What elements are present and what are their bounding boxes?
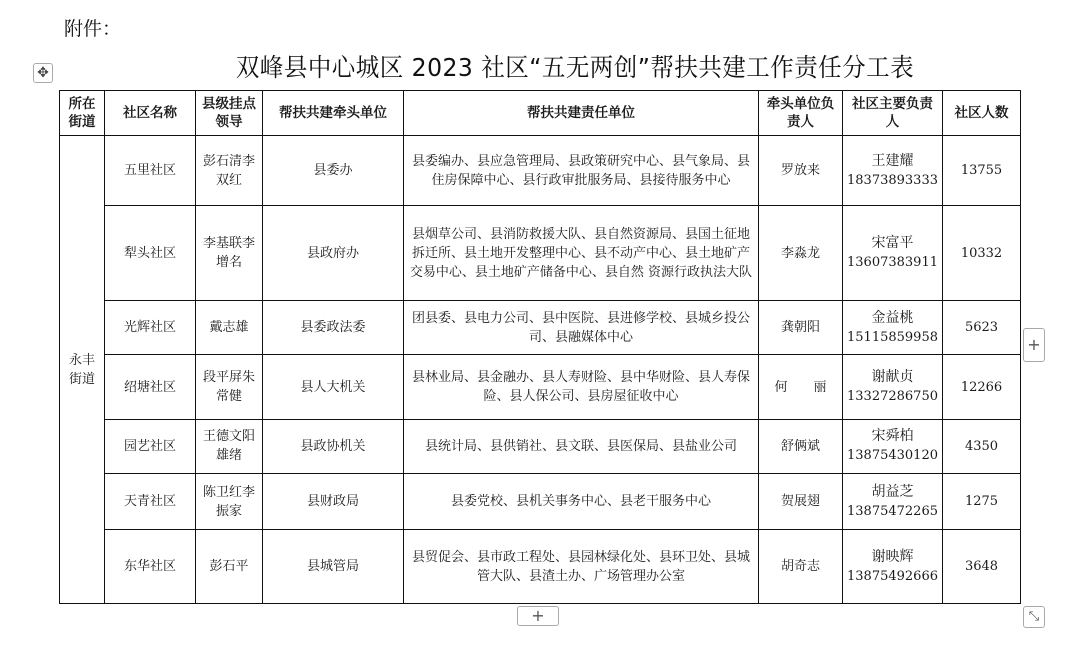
population-cell[interactable]: 1275 <box>943 474 1021 530</box>
table-row <box>60 355 1021 419</box>
population-cell[interactable]: 4350 <box>943 419 1021 473</box>
responsible-units-cell[interactable]: 县烟草公司、县消防救援大队、县自然资源局、县国土征地拆迁所、县土地开发整理中心、县不动产中心、县土地矿产交易中心、县土地矿产储备中心、县自然 资源行政执法大队 <box>404 206 759 301</box>
community-cell[interactable]: 天青社区 <box>105 474 196 530</box>
header-lead-unit: 帮扶共建牵头单位 <box>263 91 404 136</box>
add-column-plus-icon[interactable]: + <box>1023 328 1045 362</box>
lead-unit-cell[interactable]: 县人大机关 <box>263 355 404 419</box>
lead-person-cell[interactable]: 李淼龙 <box>759 206 843 301</box>
lead-person-cell[interactable]: 罗放来 <box>759 136 843 206</box>
header-community: 社区名称 <box>105 91 196 136</box>
head-phone: 13327286750 <box>847 389 938 405</box>
head-name: 宋舜柏 <box>871 428 914 445</box>
community-cell[interactable]: 五里社区 <box>105 136 196 206</box>
table-row <box>60 301 1021 355</box>
street-cell[interactable] <box>60 136 105 604</box>
head-name: 宋富平 <box>871 235 914 252</box>
leader-cell[interactable]: 彭石平 <box>196 530 263 604</box>
lead-person-cell[interactable]: 胡奇志 <box>759 530 843 604</box>
community-head-cell[interactable] <box>843 530 943 604</box>
lead-person-cell[interactable]: 龚朝阳 <box>759 301 843 355</box>
head-phone: 13607383911 <box>847 255 938 271</box>
head-phone: 13875492666 <box>847 568 938 584</box>
header-community-head: 社区主要负责人 <box>843 91 943 136</box>
lead-unit-cell[interactable]: 县城管局 <box>263 530 404 604</box>
head-name: 谢献贞 <box>871 369 914 386</box>
lead-unit-cell[interactable]: 县委政法委 <box>263 301 404 355</box>
header-responsible-units: 帮扶共建责任单位 <box>404 91 759 136</box>
head-name: 胡益芝 <box>871 483 914 500</box>
population-cell[interactable]: 3648 <box>943 530 1021 604</box>
community-cell[interactable]: 犁头社区 <box>105 206 196 301</box>
table-row <box>60 474 1021 530</box>
responsible-units-cell[interactable]: 县统计局、县供销社、县文联、县医保局、县盐业公司 <box>404 419 759 473</box>
community-head-cell[interactable] <box>843 301 943 355</box>
head-phone: 13875430120 <box>847 448 938 464</box>
lead-person-cell[interactable]: 贺展翅 <box>759 474 843 530</box>
population-cell[interactable]: 12266 <box>943 355 1021 419</box>
population-cell[interactable]: 13755 <box>943 136 1021 206</box>
community-head-cell[interactable] <box>843 206 943 301</box>
lead-unit-cell[interactable]: 县政协机关 <box>263 419 404 473</box>
community-head-cell[interactable] <box>843 474 943 530</box>
lead-unit-cell[interactable]: 县财政局 <box>263 474 404 530</box>
population-cell[interactable]: 10332 <box>943 206 1021 301</box>
community-head-cell[interactable] <box>843 355 943 419</box>
responsible-units-cell[interactable]: 团县委、县电力公司、县中医院、县进修学校、县城乡投公司、县融媒体中心 <box>404 301 759 355</box>
attachment-label: 附件： <box>64 18 122 40</box>
table-row <box>60 419 1021 473</box>
leader-cell[interactable]: 彭石清李双红 <box>196 136 263 206</box>
head-phone: 18373893333 <box>847 172 938 188</box>
lead-unit-cell[interactable]: 县政府办 <box>263 206 404 301</box>
responsible-units-cell[interactable]: 县林业局、县金融办、县人寿财险、县中华财险、县人寿保险、县人保公司、县房屋征收中心 <box>404 355 759 419</box>
header-row <box>60 91 1021 136</box>
table-row <box>60 206 1021 301</box>
resize-icon[interactable]: ⤡ <box>1023 606 1045 628</box>
responsibility-table <box>59 90 1021 604</box>
street-name: 永丰街道 <box>68 352 95 387</box>
responsible-units-cell[interactable]: 县贸促会、县市政工程处、县园林绿化处、县环卫处、县城管大队、县渣土办、广场管理办公室 <box>404 530 759 604</box>
community-head-cell[interactable] <box>843 419 943 473</box>
lead-person-cell[interactable]: 何 丽 <box>759 355 843 419</box>
table-row <box>60 530 1021 604</box>
community-cell[interactable]: 园艺社区 <box>105 419 196 473</box>
community-head-cell[interactable] <box>843 136 943 206</box>
head-phone: 13875472265 <box>847 503 938 519</box>
community-cell[interactable]: 东华社区 <box>105 530 196 604</box>
head-name: 金益桃 <box>871 309 914 326</box>
header-street: 所在街道 <box>60 91 105 136</box>
leader-cell[interactable]: 王德文阳雄绪 <box>196 419 263 473</box>
document-title: 双峰县中心城区 2023 社区“五无两创”帮扶共建工作责任分工表 <box>235 53 915 82</box>
move-icon[interactable]: ✥ <box>33 63 53 83</box>
leader-cell[interactable]: 戴志雄 <box>196 301 263 355</box>
population-cell[interactable]: 5623 <box>943 301 1021 355</box>
responsible-units-cell[interactable]: 县委编办、县应急管理局、县政策研究中心、县气象局、县住房保障中心、县行政审批服务局、县接待服务中心 <box>404 136 759 206</box>
responsible-units-cell[interactable]: 县委党校、县机关事务中心、县老干服务中心 <box>404 474 759 530</box>
head-name: 谢映辉 <box>871 548 914 565</box>
leader-cell[interactable]: 段平屏朱常健 <box>196 355 263 419</box>
leader-cell[interactable]: 李基联李增名 <box>196 206 263 301</box>
header-population: 社区人数 <box>943 91 1021 136</box>
community-cell[interactable]: 光辉社区 <box>105 301 196 355</box>
lead-unit-cell[interactable]: 县委办 <box>263 136 404 206</box>
community-cell[interactable]: 绍塘社区 <box>105 355 196 419</box>
add-row-plus-icon[interactable]: + <box>517 606 559 626</box>
header-leader: 县级挂点领导 <box>196 91 263 136</box>
lead-person-cell[interactable]: 舒俩斌 <box>759 419 843 473</box>
head-phone: 15115859958 <box>847 329 938 345</box>
table-row <box>60 136 1021 206</box>
head-name: 王建耀 <box>871 152 914 169</box>
header-lead-person: 牵头单位负责人 <box>759 91 843 136</box>
leader-cell[interactable]: 陈卫红李振家 <box>196 474 263 530</box>
